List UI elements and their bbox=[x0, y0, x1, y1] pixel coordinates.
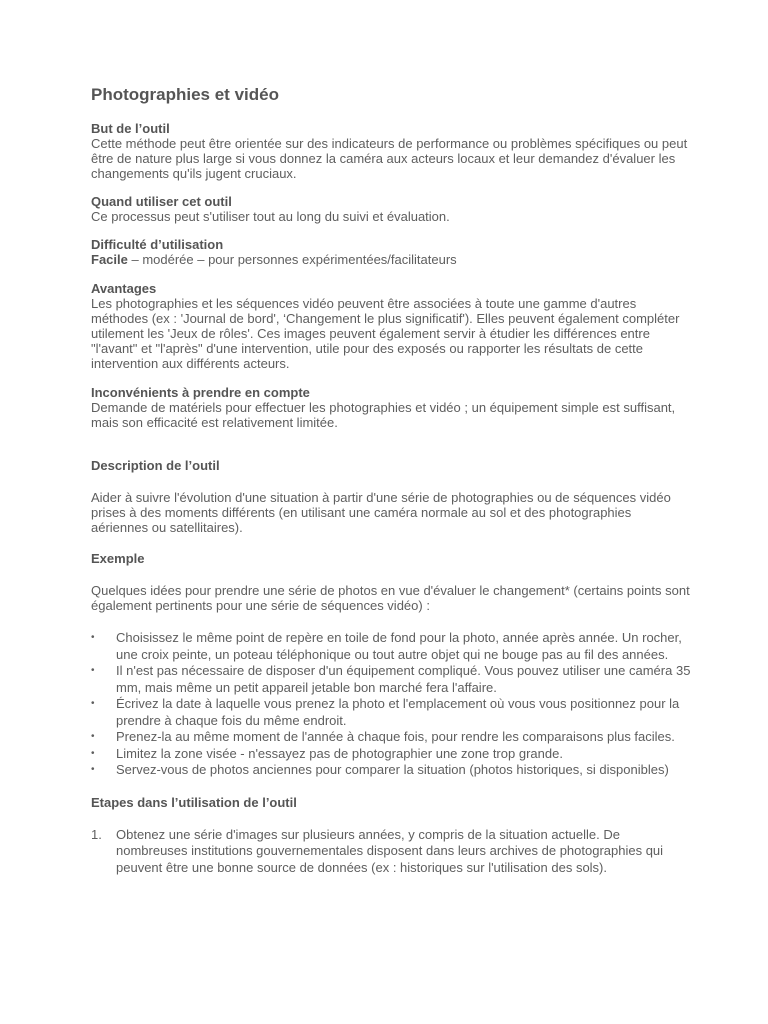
list-item bbox=[91, 762, 691, 779]
section-heading: Quand utiliser cet outil bbox=[91, 194, 232, 209]
list-item-text: Prenez-la au même moment de l'année à chaque fois, pour rendre les comparaisons plus faciles. bbox=[116, 729, 675, 744]
section-description bbox=[91, 458, 691, 535]
section-exemple bbox=[91, 551, 691, 779]
section-text: Cette méthode peut être orientée sur des indicateurs de performance ou problèmes spécifiques ou peut être de nature plus large si vous donnez la caméra aux acteurs locaux et leur demandez d'évaluer les changements qu'ils jugent cruciaux. bbox=[91, 136, 688, 181]
section-heading: Difficulté d’utilisation bbox=[91, 237, 224, 252]
bullet-icon: • bbox=[91, 764, 95, 775]
section-text: Les photographies et les séquences vidéo peuvent être associées à toute une gamme d'autres méthodes (ex : 'Journal de bord', ‘Changement le plus significatif'). Elles peuvent également compléter utilement les 'Jeux de rôles'. Ces images peuvent également servir à étudier les différences entre "l'avant" et "l'après" d'une intervention, utile pour des exposés ou rapporter les résultats de cette intervention aux différents acteurs. bbox=[91, 296, 680, 371]
section-heading: Exemple bbox=[91, 551, 145, 566]
list-item-text: Il n'est pas nécessaire de disposer d'un équipement compliqué. Vous pouvez utiliser une caméra 35 mm, mais même un petit appareil jetable bon marché fera l'affaire. bbox=[116, 663, 691, 695]
list-item bbox=[91, 630, 691, 663]
list-item-text: Servez-vous de photos anciennes pour comparer la situation (photos historiques, si disponibles) bbox=[116, 762, 669, 777]
section-text: Demande de matériels pour effectuer les photographies et vidéo ; un équipement simple est suffisant, mais son efficacité est relativement limitée. bbox=[91, 400, 676, 430]
section-inconvenients bbox=[91, 385, 691, 430]
list-item-text: Écrivez la date à laquelle vous prenez la photo et l'emplacement où vous vous positionnez pour la prendre à chaque fois du même endroit. bbox=[116, 696, 680, 728]
list-item bbox=[91, 746, 691, 763]
section-heading: Inconvénients à prendre en compte bbox=[91, 385, 310, 400]
page-title: Photographies et vidéo bbox=[91, 85, 279, 104]
section-heading: Description de l’outil bbox=[91, 458, 220, 473]
bullet-icon: • bbox=[91, 665, 95, 676]
bullet-list bbox=[91, 630, 691, 779]
difficulty-level: Facile bbox=[91, 252, 128, 267]
section-intro: Quelques idées pour prendre une série de photos en vue d'évaluer le changement* (certains points sont également pertinents pour une série de séquences vidéo) : bbox=[91, 583, 690, 613]
step-text: Obtenez une série d'images sur plusieurs années, y compris de la situation actuelle. De nombreuses institutions gouvernementales disposent dans leurs archives de photographies qui peuvent être une bonne source de données (ex : historiques sur l'utilisation des sols). bbox=[116, 826, 664, 875]
section-etapes bbox=[91, 795, 691, 877]
bullet-icon: • bbox=[91, 698, 95, 709]
difficulty-range: – modérée – pour personnes expérimentées/facilitateurs bbox=[127, 252, 457, 267]
section-heading: But de l’outil bbox=[91, 121, 170, 136]
section-text: Aider à suivre l'évolution d'une situation à partir d'une série de photographies ou de séquences vidéo prises à des moments différents (en utilisant une caméra normale au sol et des photographies aériennes ou satellitaires). bbox=[91, 490, 671, 535]
section-heading: Avantages bbox=[91, 281, 157, 296]
section-text: Ce processus peut s'utiliser tout au long du suivi et évaluation. bbox=[91, 209, 450, 224]
bullet-icon: • bbox=[91, 747, 95, 759]
step-number: 1. bbox=[91, 826, 102, 842]
list-item-text: Limitez la zone visée - n'essayez pas de photographier une zone trop grande. bbox=[116, 745, 563, 761]
bullet-icon: • bbox=[91, 632, 95, 643]
section-but bbox=[91, 121, 691, 181]
bullet-icon: • bbox=[91, 731, 95, 742]
list-item bbox=[91, 663, 691, 696]
document-body bbox=[91, 85, 691, 876]
step-item bbox=[91, 827, 691, 877]
section-heading: Etapes dans l’utilisation de l’outil bbox=[91, 794, 297, 810]
section-difficulte bbox=[91, 237, 691, 267]
steps-list bbox=[91, 827, 691, 877]
list-item-text: Choisissez le même point de repère en toile de fond pour la photo, année après année. Un rocher, une croix peinte, un poteau téléphonique ou tout autre objet qui ne bouge pas au fil des années. bbox=[116, 630, 682, 662]
section-quand bbox=[91, 194, 691, 224]
section-avantages bbox=[91, 281, 691, 371]
list-item bbox=[91, 729, 691, 746]
list-item bbox=[91, 696, 691, 729]
section-text bbox=[91, 252, 691, 267]
